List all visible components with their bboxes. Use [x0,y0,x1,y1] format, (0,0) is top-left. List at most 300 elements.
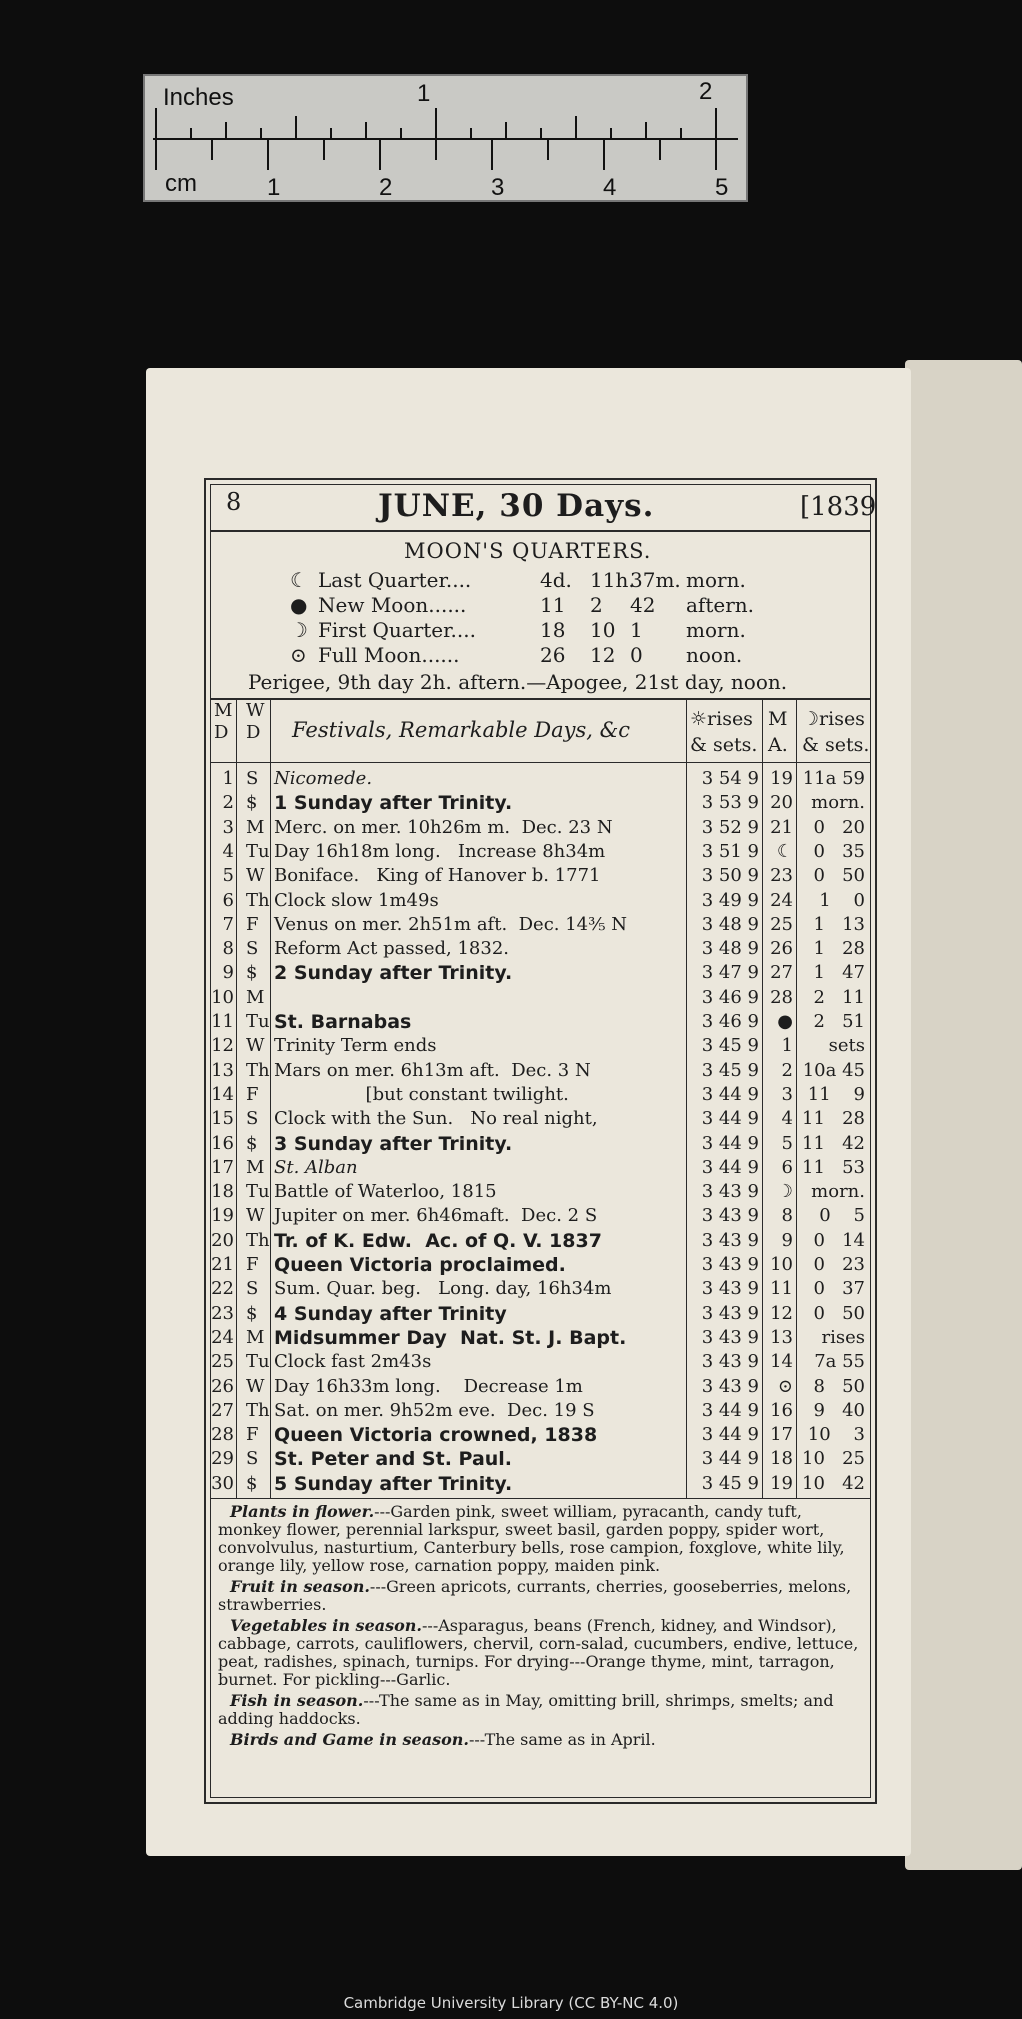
calendar-row [210,1254,871,1278]
sun-rise-set: 3 44 9 [701,1083,759,1105]
inch-tick [680,128,682,138]
moon-rise-set: 1 0 [819,889,865,911]
sun-rise-set: 3 49 9 [701,889,759,911]
month-day: 10 [211,986,234,1008]
sun-rise-set: 3 47 9 [701,962,759,984]
calendar-row [210,792,871,816]
calendar-row [210,1060,871,1084]
cm-tick [435,140,437,160]
moon-rise-set: 10a 45 [802,1059,865,1081]
week-day: M [246,816,265,838]
moon-rise-set: 0 14 [813,1229,865,1251]
cm-tick [211,140,213,160]
moon-age: 21 [770,816,793,838]
festival-text: Queen Victoria proclaimed. [274,1254,566,1276]
week-day: M [246,986,265,1008]
sun-rise-set: 3 45 9 [701,1035,759,1057]
moon-rise-set: 9 40 [813,1399,865,1421]
inch-tick [470,128,472,138]
sun-rise-set: 3 46 9 [701,986,759,1008]
festival-text: Trinity Term ends [274,1035,437,1057]
festival-text: Sat. on mer. 9h52m eve. Dec. 19 S [274,1399,595,1421]
quarter-day: 4d. [540,568,572,592]
calendar-row [210,1035,871,1059]
calendar-row [210,1011,871,1035]
festival-text: Clock fast 2m43s [274,1351,432,1373]
week-day: $ [246,1472,258,1494]
month-day: 6 [222,889,234,911]
moon-rise-set: 1 28 [813,938,865,960]
calendar-row [210,987,871,1011]
moon-rise-set: 0 50 [813,1302,865,1324]
moon-rise-set: 10 42 [802,1472,865,1494]
week-day: S [246,1278,259,1300]
moon-rise-set: 2 11 [813,986,865,1008]
festival-text: 2 Sunday after Trinity. [274,962,513,985]
ruler-inches-label: Inches [163,84,234,111]
month-day: 23 [211,1302,234,1324]
ruler-cm-mark-3: 3 [491,174,505,201]
calendar-row [210,1351,871,1375]
cm-tick [659,140,661,160]
moon-age: 17 [770,1424,793,1446]
season-note [218,1731,863,1749]
week-day: S [246,1108,259,1130]
quarter-day: 11 [540,593,566,617]
week-day: F [246,913,259,935]
moon-rise-set: 1 47 [813,962,865,984]
season-notes [218,1503,863,1752]
cm-tick [547,140,549,160]
week-day: Th [246,1059,270,1081]
week-day: S [246,938,259,960]
sun-rise-set: 3 51 9 [701,840,759,862]
sun-rise-set: 3 43 9 [701,1229,759,1251]
festival-text: Clock slow 1m49s [274,889,439,911]
header-rule [210,530,871,532]
quarter-minute: 37m. [630,568,681,592]
ruler-cm-mark-1: 1 [267,174,281,201]
month-day: 1 [222,768,234,789]
calendar-row [210,1181,871,1205]
inch-tick [365,122,367,138]
page-number: 8 [226,488,242,516]
festival-text: Day 16h33m long. Decrease 1m [274,1375,583,1397]
moon-rise-set: 10 25 [802,1448,865,1470]
festival-text: Merc. on mer. 10h26m m. Dec. 23 N [274,816,613,838]
week-day: Tu [246,1351,270,1373]
cm-tick [267,140,269,170]
inch-tick [330,128,332,138]
moon-rise-set: 8 50 [813,1375,865,1397]
inch-tick [645,122,647,138]
month-day: 16 [211,1132,234,1154]
perigee-apogee-line: Perigee, 9th day 2h. aftern.—Apogee, 21st day, noon. [248,670,788,694]
moon-age: 18 [770,1448,793,1470]
inch-tick [505,122,507,138]
scale-ruler [143,74,748,202]
month-day: 25 [211,1351,234,1373]
sun-rise-set: 3 45 9 [701,1472,759,1494]
calendar-row [210,1108,871,1132]
moon-rise-set: 11a 59 [802,768,865,789]
moon-rise-set: morn. [811,792,865,814]
moon-rise-set: 11 42 [802,1132,865,1154]
quarter-hour: 11h. [590,568,635,592]
moon-age: 24 [770,889,793,911]
festival-text: St. Peter and St. Paul. [274,1448,513,1471]
col-header-moon-age: M A. [768,708,788,756]
season-note [218,1503,863,1575]
week-day: Tu [246,1181,270,1203]
festival-text: St. Barnabas [274,1011,412,1033]
sun-rise-set: 3 54 9 [701,768,759,789]
quarter-hour: 12 [590,643,616,667]
season-note-label: Birds and Game in season. [230,1730,469,1749]
week-day: F [246,1254,259,1275]
festival-text: [but constant twilight. [274,1083,569,1105]
quarter-minute: 1 [630,618,643,642]
calendar-row [210,1157,871,1181]
cm-tick [603,140,605,170]
season-note [218,1617,863,1689]
month-day: 20 [211,1229,234,1251]
calendar-row [210,1303,871,1327]
moon-age: 28 [770,986,793,1008]
moon-age: 27 [770,962,793,984]
sun-rise-set: 3 52 9 [701,816,759,838]
moon-rise-set: 0 50 [813,865,865,887]
moon-rise-set: 0 23 [813,1254,865,1275]
sun-rise-set: 3 43 9 [701,1302,759,1324]
festival-text: Sum. Quar. beg. Long. day, 16h34m [274,1278,612,1300]
moon-age: ⊙ [777,1375,793,1397]
quarter-name: First Quarter.... [318,618,476,642]
week-day: M [246,1156,265,1178]
moon-phase-icon: ☽ [290,618,308,642]
quarter-name: New Moon...... [318,593,467,617]
moon-rise-set: 0 35 [813,840,865,862]
festival-text: Boniface. King of Hanover b. 1771 [274,865,601,887]
festival-text: Tr. of K. Edw. Ac. of Q. V. 1837 [274,1229,602,1252]
ruler-inch-mark-1: 1 [417,80,431,107]
moon-rise-set: 0 37 [813,1278,865,1300]
cm-tick [323,140,325,160]
sun-rise-set: 3 44 9 [701,1108,759,1130]
moon-rise-set: rises [821,1326,865,1348]
season-note-text: ---Asparagus, beans (French, kidney, and Windsor), cabbage, carrots, cauliflowers, chervil, corn-salad, cucumbers, endive, lettuce, peat, radishes, spinach, turnips. For drying---Orange thyme, mint, tarragon, burnet. For pickling---Garlic. [218,1616,859,1689]
sun-rise-set: 3 43 9 [701,1326,759,1348]
ruler-cm-mark-2: 2 [379,174,393,201]
col-header-sun: ☼rises & sets. [690,708,758,756]
sun-rise-set: 3 43 9 [701,1205,759,1227]
quarter-period: morn. [686,568,746,592]
moon-rise-set: sets [828,1035,865,1057]
week-day: W [246,1035,265,1057]
calendar-row [210,1400,871,1424]
festival-text: 1 Sunday after Trinity. [274,792,513,815]
quarter-name: Full Moon...... [318,643,460,667]
moon-age: 12 [770,1302,793,1324]
ruler-center-line [153,138,738,140]
moon-age: ☽ [776,1181,793,1203]
season-note-text: ---Green apricots, currants, cherries, gooseberries, melons, strawberries. [218,1577,852,1614]
festival-text: Battle of Waterloo, 1815 [274,1181,497,1203]
sun-rise-set: 3 44 9 [701,1156,759,1178]
inch-tick [190,128,192,138]
festival-text: Venus on mer. 2h51m aft. Dec. 14⅗ N [274,913,628,935]
season-note-text: ---The same as in April. [468,1730,656,1749]
inch-tick [715,108,717,138]
week-day: Tu [246,1011,270,1032]
moon-age: 14 [770,1351,793,1373]
ruler-cm-label: cm [165,170,197,197]
month-day: 14 [211,1083,234,1105]
ruler-cm-mark-5: 5 [715,174,729,201]
festival-text: 4 Sunday after Trinity [274,1302,507,1325]
week-day: $ [246,1132,258,1154]
ruler-cm-mark-4: 4 [603,174,617,201]
moon-age: 19 [770,1472,793,1494]
season-note [218,1692,863,1728]
month-day: 22 [211,1278,234,1300]
week-day: F [246,1083,259,1105]
month-day: 7 [222,913,234,935]
festival-text: Reform Act passed, 1832. [274,938,510,960]
col-header-moon: ☽rises & sets. [802,708,870,756]
month-day: 4 [222,840,234,862]
sun-rise-set: 3 43 9 [701,1254,759,1275]
quarter-period: aftern. [686,593,754,617]
festival-text: Nicomede. [274,768,373,789]
season-note-text: ---Garden pink, sweet william, pyracanth, candy tuft, monkey flower, perennial larkspur, sweet basil, garden poppy, spider wort, convolvulus, nasturtium, Canterbury bells, rose campion, foxglove, white lily, orange lily, yellow rose, carnation poppy, maiden pink. [218,1502,845,1575]
week-day: Th [246,1399,270,1421]
week-day: Th [246,889,270,911]
calendar-row [210,865,871,889]
month-day: 26 [211,1375,234,1397]
moon-age: 26 [770,938,793,960]
festival-text: Queen Victoria crowned, 1838 [274,1424,598,1447]
quarter-day: 26 [540,643,566,667]
month-day: 18 [211,1181,234,1203]
month-day: 30 [211,1472,234,1494]
moon-age: 9 [781,1229,793,1251]
season-note-label: Fruit in season. [230,1577,370,1596]
inch-tick [260,128,262,138]
moon-age: 6 [781,1156,793,1178]
moon-rise-set: 2 51 [813,1011,865,1032]
moon-age: 13 [770,1326,793,1348]
moon-age: 23 [770,865,793,887]
quarter-minute: 0 [630,643,643,667]
festival-text: St. Alban [274,1156,358,1178]
cm-tick [379,140,381,170]
season-note-label: Vegetables in season. [230,1616,422,1635]
week-day: W [246,865,265,887]
moon-rise-set: 11 28 [802,1108,865,1130]
calendar-row [210,817,871,841]
quarter-day: 18 [540,618,566,642]
moon-age: 3 [781,1083,793,1105]
month-day: 13 [211,1059,234,1081]
moon-rise-set: 0 20 [813,816,865,838]
calendar-row [210,841,871,865]
col-header-festivals: Festivals, Remarkable Days, &c [292,718,631,742]
calendar-row [210,1448,871,1472]
calendar-row [210,1424,871,1448]
moon-age: 20 [770,792,793,814]
quarter-name: Last Quarter.... [318,568,472,592]
moon-rise-set: 7a 55 [814,1351,865,1373]
next-page-edge [905,360,1022,1870]
image-credit: Cambridge University Library (CC BY-NC 4.0) [343,1994,679,2012]
festival-text: Mars on mer. 6h13m aft. Dec. 3 N [274,1059,591,1081]
calendar-row [210,890,871,914]
inch-tick [435,108,437,138]
moon-age: 16 [770,1399,793,1421]
festival-text: 3 Sunday after Trinity. [274,1132,513,1155]
inch-tick [610,128,612,138]
calendar-row [210,938,871,962]
month-day: 11 [211,1011,234,1032]
sun-rise-set: 3 44 9 [701,1132,759,1154]
calendar-row [210,1084,871,1108]
sun-rise-set: 3 43 9 [701,1181,759,1203]
sun-rise-set: 3 44 9 [701,1424,759,1446]
sun-rise-set: 3 50 9 [701,865,759,887]
quarter-period: noon. [686,643,743,667]
month-day: 8 [222,938,234,960]
season-note-label: Fish in season. [230,1691,364,1710]
col-header-rule [210,762,871,763]
sun-rise-set: 3 43 9 [701,1351,759,1373]
month-day: 5 [222,865,234,887]
sun-rise-set: 3 43 9 [701,1278,759,1300]
cm-tick [491,140,493,170]
calendar-row [210,1230,871,1254]
moon-rise-set: morn. [811,1181,865,1203]
calendar-row [210,1278,871,1302]
sun-rise-set: 3 43 9 [701,1375,759,1397]
festival-text: 5 Sunday after Trinity. [274,1472,513,1495]
festival-text: Day 16h18m long. Increase 8h34m [274,840,606,862]
calendar-row [210,914,871,938]
quarter-hour: 10 [590,618,616,642]
moon-age: 8 [781,1205,793,1227]
week-day: W [246,1205,265,1227]
calendar-row [210,1205,871,1229]
inch-tick [400,128,402,138]
week-day: M [246,1326,265,1348]
festival-text: Clock with the Sun. No real night, [274,1108,598,1130]
week-day: F [246,1424,259,1446]
moon-age: 4 [781,1108,793,1130]
moon-rise-set: 11 53 [802,1156,865,1178]
inch-tick [155,108,157,138]
week-day: W [246,1375,265,1397]
moon-phase-icon: ⊙ [290,643,307,667]
month-day: 3 [222,816,234,838]
week-day: $ [246,792,258,814]
moon-age: ● [777,1011,793,1032]
week-day: S [246,768,259,789]
month-day: 15 [211,1108,234,1130]
calendar-row [210,768,871,792]
page-title: JUNE, 30 Days. [378,488,655,524]
col-header-month-day: M D [214,700,233,743]
sun-rise-set: 3 53 9 [701,792,759,814]
week-day: $ [246,962,258,984]
moon-rise-set: 0 5 [819,1205,865,1227]
sun-rise-set: 3 48 9 [701,938,759,960]
quarter-hour: 2 [590,593,603,617]
calendar-row [210,1327,871,1351]
week-day: Th [246,1229,270,1251]
season-note-label: Plants in flower. [230,1502,375,1521]
moon-age: ☾ [776,840,793,862]
page-year: [1839 [800,492,877,522]
sun-rise-set: 3 44 9 [701,1399,759,1421]
moon-rise-set: 1 13 [813,913,865,935]
month-day: 29 [211,1448,234,1470]
moon-age: 5 [781,1132,793,1154]
cm-tick [715,140,717,170]
moon-age: 11 [770,1278,793,1300]
month-day: 12 [211,1035,234,1057]
moon-quarters-heading: MOON'S QUARTERS. [404,539,652,563]
season-note [218,1578,863,1614]
moon-age: 25 [770,913,793,935]
month-day: 28 [211,1424,234,1446]
week-day: Tu [246,840,270,862]
sun-rise-set: 3 44 9 [701,1448,759,1470]
col-header-week-day: W D [246,700,265,743]
ruler-inch-mark-2: 2 [699,78,713,105]
moon-age: 1 [781,1035,793,1057]
table-bottom-rule [210,1498,871,1499]
moon-phase-icon: ● [290,593,308,617]
calendar-row [210,1133,871,1157]
moon-rise-set: 10 3 [807,1424,865,1446]
quarter-period: morn. [686,618,746,642]
quarters-rule [210,698,871,700]
sun-rise-set: 3 48 9 [701,913,759,935]
sun-rise-set: 3 45 9 [701,1059,759,1081]
inch-tick [540,128,542,138]
moon-age: 2 [781,1059,793,1081]
festival-text: Midsummer Day Nat. St. J. Bapt. [274,1326,627,1349]
week-day: S [246,1448,259,1470]
sun-rise-set: 3 46 9 [701,1011,759,1032]
month-day: 9 [222,962,234,984]
inch-tick [575,116,577,138]
moon-age: 10 [770,1254,793,1275]
month-day: 24 [211,1326,234,1348]
month-day: 19 [211,1205,234,1227]
inch-tick [295,116,297,138]
moon-rise-set: 11 9 [807,1083,865,1105]
calendar-row [210,1376,871,1400]
festival-text: Jupiter on mer. 6h46maft. Dec. 2 S [274,1205,598,1227]
moon-phase-icon: ☾ [290,568,308,592]
month-day: 17 [211,1156,234,1178]
moon-age: 19 [770,768,793,789]
month-day: 2 [222,792,234,814]
calendar-row [210,962,871,986]
calendar-row [210,1473,871,1497]
week-day: $ [246,1302,258,1324]
cm-tick [155,140,157,170]
